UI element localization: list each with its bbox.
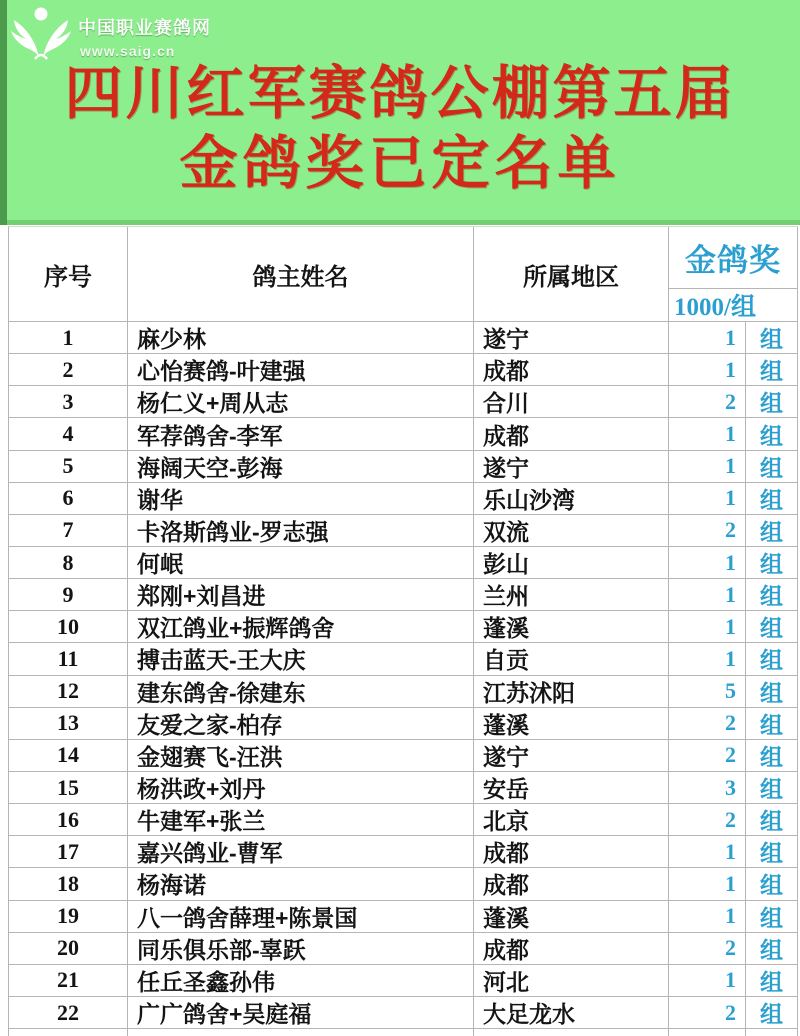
owner-name-cell: 友爱之家-柏存 [128,708,474,740]
award-unit-cell: 组 [746,515,798,547]
row-index-cell: 5 [9,451,128,483]
award-count-cell: 1 [669,483,746,515]
award-unit-cell: 组 [746,451,798,483]
region-cell [474,1029,669,1036]
award-count-cell: 2 [669,740,746,772]
award-unit-cell: 组 [746,322,798,354]
region-cell: 合川 [474,386,669,418]
row-index-cell: 22 [9,997,128,1029]
award-unit-cell: 组 [746,965,798,997]
award-count-cell: 3 [669,772,746,804]
owner-name-cell [128,1029,474,1036]
owner-name-cell: 建东鸽舍-徐建东 [128,676,474,708]
row-index-cell: 6 [9,483,128,515]
header-index: 序号 [9,227,128,322]
site-name[interactable]: 中国职业赛鸽网 [78,18,211,38]
award-unit-cell: 组 [746,740,798,772]
region-cell: 遂宁 [474,740,669,772]
region-cell: 安岳 [474,772,669,804]
region-cell: 蓬溪 [474,901,669,933]
award-count-cell [669,1029,746,1036]
award-count-cell: 2 [669,804,746,836]
row-index-cell: 18 [9,868,128,900]
award-count-cell: 1 [669,547,746,579]
region-cell: 遂宁 [474,322,669,354]
award-unit-cell: 组 [746,868,798,900]
owner-name-cell: 双江鸽业+振辉鸽舍 [128,611,474,643]
row-index-cell: 12 [9,676,128,708]
owner-name-cell: 金翅赛飞-汪洪 [128,740,474,772]
row-index-cell: 11 [9,643,128,675]
owner-name-cell: 搏击蓝天-王大庆 [128,643,474,675]
award-count-cell: 1 [669,836,746,868]
page-title-line2: 金鸽奖已定名单 [179,131,621,196]
row-index-cell: 14 [9,740,128,772]
region-cell: 大足龙水 [474,997,669,1029]
row-index-cell: 7 [9,515,128,547]
header-owner-name: 鸽主姓名 [128,227,474,322]
row-index-cell: 15 [9,772,128,804]
row-index-cell: 1 [9,322,128,354]
region-cell: 蓬溪 [474,611,669,643]
award-count-cell: 1 [669,579,746,611]
award-count-cell: 2 [669,997,746,1029]
row-index-cell: 2 [9,354,128,386]
award-count-cell: 1 [669,418,746,450]
award-unit-cell: 组 [746,579,798,611]
site-url[interactable]: www.saig.cn [80,42,176,59]
region-cell: 成都 [474,836,669,868]
row-index-cell: 4 [9,418,128,450]
region-cell: 北京 [474,804,669,836]
region-cell: 成都 [474,354,669,386]
row-index-cell [9,1029,128,1036]
owner-name-cell: 牛建军+张兰 [128,804,474,836]
award-unit-cell: 组 [746,708,798,740]
region-cell: 蓬溪 [474,708,669,740]
row-index-cell: 13 [9,708,128,740]
award-unit-cell: 组 [746,997,798,1029]
award-unit-cell: 组 [746,611,798,643]
award-unit-cell: 组 [746,483,798,515]
award-unit-cell: 组 [746,354,798,386]
owner-name-cell: 卡洛斯鸽业-罗志强 [128,515,474,547]
award-unit-cell: 组 [746,901,798,933]
award-unit-cell: 组 [746,836,798,868]
award-count-cell: 2 [669,515,746,547]
owner-name-cell: 杨洪政+刘丹 [128,772,474,804]
owner-name-cell: 何岷 [128,547,474,579]
owner-name-cell: 同乐俱乐部-辜跃 [128,933,474,965]
owner-name-cell: 广广鸽舍+吴庭福 [128,997,474,1029]
award-unit-cell: 组 [746,804,798,836]
header-region: 所属地区 [474,227,669,322]
page-title-line1: 四川红军赛鸽公棚第五届 [64,61,736,126]
row-index-cell: 8 [9,547,128,579]
owner-name-cell: 心怡赛鸽-叶建强 [128,354,474,386]
award-count-cell: 2 [669,708,746,740]
award-count-cell: 1 [669,451,746,483]
award-count-cell: 1 [669,901,746,933]
owner-name-cell: 任丘圣鑫孙伟 [128,965,474,997]
row-index-cell: 17 [9,836,128,868]
award-count-cell: 2 [669,386,746,418]
award-table [8,226,798,1036]
award-unit-cell: 组 [746,676,798,708]
award-count-cell: 1 [669,611,746,643]
owner-name-cell: 嘉兴鸽业-曹军 [128,836,474,868]
award-count-cell: 1 [669,643,746,675]
region-cell: 乐山沙湾 [474,483,669,515]
award-unit-cell: 组 [746,418,798,450]
region-cell: 成都 [474,933,669,965]
owner-name-cell: 谢华 [128,483,474,515]
owner-name-cell: 郑刚+刘昌进 [128,579,474,611]
award-count-cell: 1 [669,322,746,354]
award-unit-cell: 组 [746,772,798,804]
award-unit-cell: 组 [746,933,798,965]
region-cell: 彭山 [474,547,669,579]
region-cell: 自贡 [474,643,669,675]
region-cell: 成都 [474,418,669,450]
award-count-cell: 1 [669,868,746,900]
award-count-cell: 1 [669,354,746,386]
award-unit-cell: 组 [746,643,798,675]
region-cell: 兰州 [474,579,669,611]
row-index-cell: 16 [9,804,128,836]
award-unit-cell [746,1029,798,1036]
row-index-cell: 3 [9,386,128,418]
row-index-cell: 20 [9,933,128,965]
row-index-cell: 9 [9,579,128,611]
owner-name-cell: 杨仁义+周从志 [128,386,474,418]
header-award-unit: 1000/组 [669,289,798,322]
region-cell: 江苏沭阳 [474,676,669,708]
header-award: 金鸽奖 [669,227,798,289]
region-cell: 双流 [474,515,669,547]
owner-name-cell: 海阔天空-彭海 [128,451,474,483]
row-index-cell: 10 [9,611,128,643]
region-cell: 成都 [474,868,669,900]
row-index-cell: 21 [9,965,128,997]
award-unit-cell: 组 [746,386,798,418]
owner-name-cell: 八一鸽舍薛理+陈景国 [128,901,474,933]
award-count-cell: 2 [669,933,746,965]
owner-name-cell: 麻少林 [128,322,474,354]
region-cell: 遂宁 [474,451,669,483]
region-cell: 河北 [474,965,669,997]
row-index-cell: 19 [9,901,128,933]
award-count-cell: 1 [669,965,746,997]
award-unit-cell: 组 [746,547,798,579]
owner-name-cell: 杨海诺 [128,868,474,900]
owner-name-cell: 军荐鸽舍-李军 [128,418,474,450]
site-banner [0,0,800,225]
award-count-cell: 5 [669,676,746,708]
